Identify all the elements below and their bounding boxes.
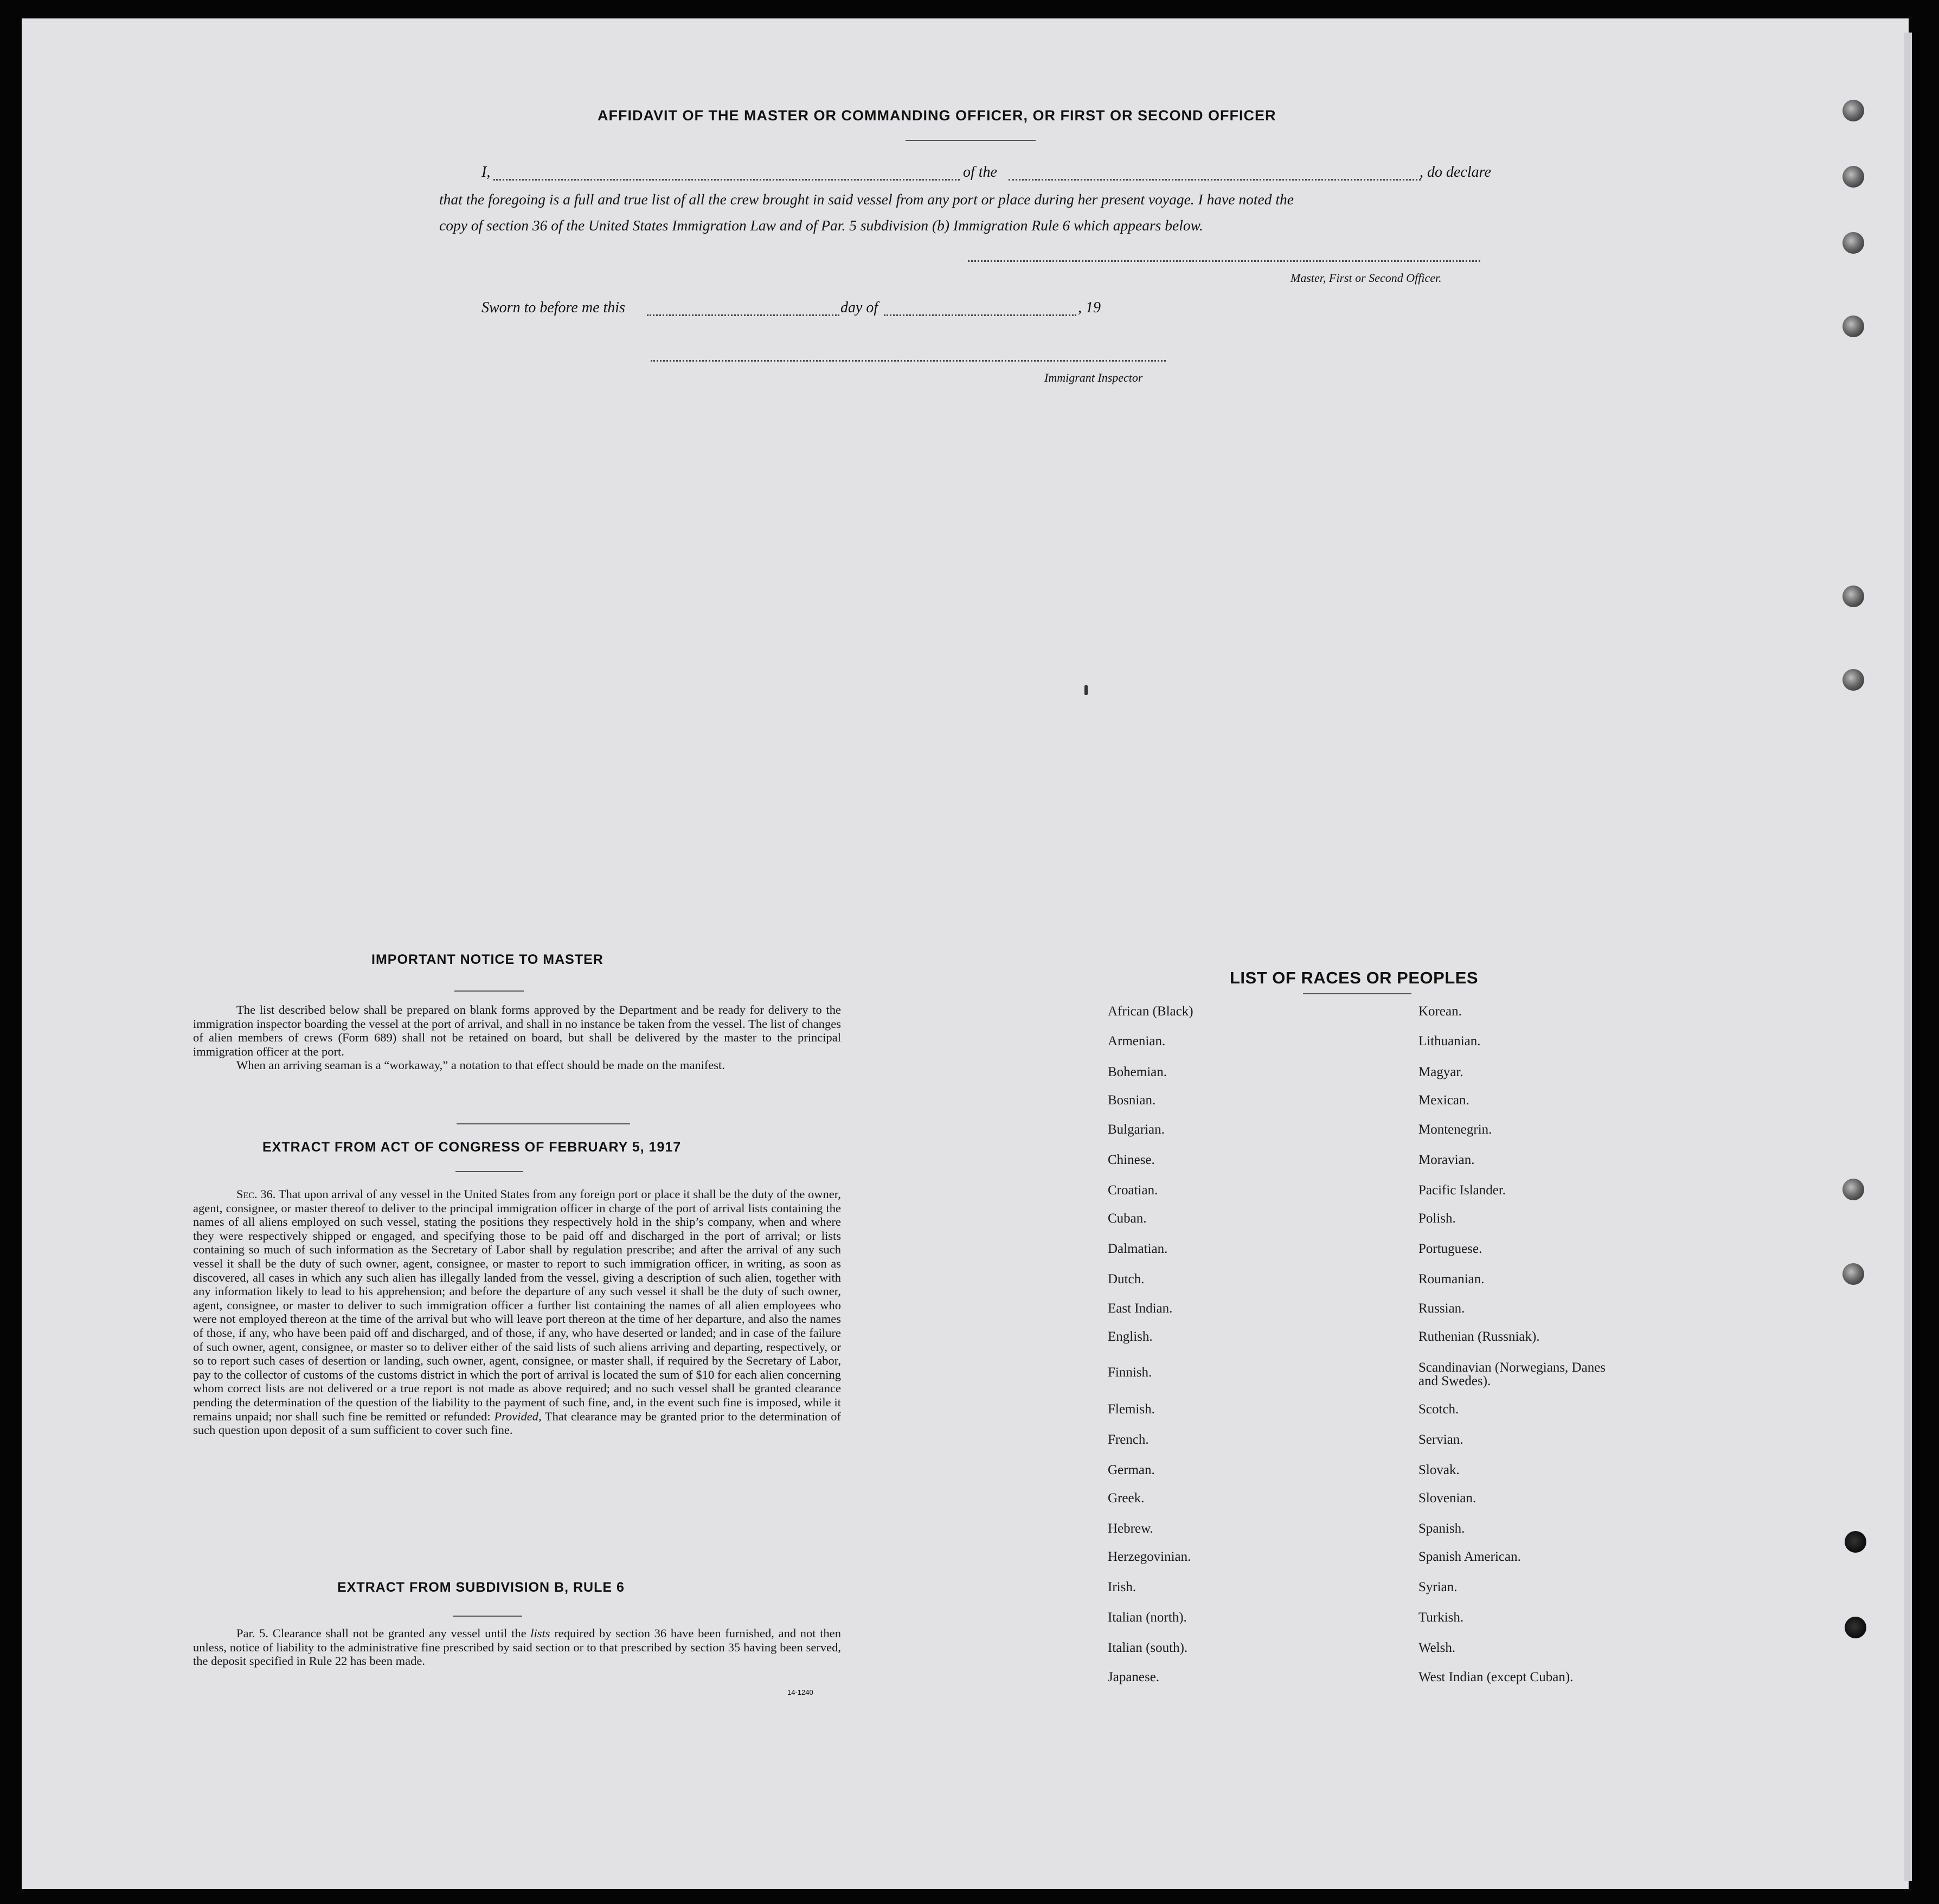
act-body — [193, 1187, 841, 1437]
affidavit-line1-prefix: I, — [481, 164, 491, 181]
race-right-item: Roumanian. — [1418, 1272, 1485, 1287]
page-edge — [1904, 33, 1912, 1881]
notice-body — [193, 1003, 841, 1072]
race-left-item: French. — [1108, 1432, 1149, 1447]
race-right-item: Spanish. — [1418, 1521, 1465, 1536]
sworn-line — [481, 299, 1186, 321]
race-left-item: Chinese. — [1108, 1153, 1155, 1167]
punch-hole — [1842, 586, 1864, 607]
master-signature-field[interactable] — [968, 260, 1480, 262]
vessel-name-field[interactable] — [1009, 179, 1421, 181]
race-left-item: Greek. — [1108, 1491, 1145, 1506]
affidavit-title: AFFIDAVIT OF THE MASTER OR COMMANDING OFFICER, OR FIRST OR SECOND OFFICER — [598, 107, 1276, 124]
punch-hole — [1842, 316, 1864, 337]
act-title-rule — [455, 1171, 523, 1172]
notice-title-rule — [454, 990, 524, 992]
race-right-item: Polish. — [1418, 1211, 1456, 1226]
act-provided: Provided, — [494, 1409, 542, 1423]
affidavit-line2: that the foregoing is a full and true list of all the crew brought in said vessel from any port or place during her present voyage. I have noted the — [439, 191, 1294, 208]
race-right-item: Slovenian. — [1418, 1491, 1476, 1506]
race-right-item: Korean. — [1418, 1004, 1462, 1019]
race-left-item: Herzegovinian. — [1108, 1549, 1191, 1564]
race-left-item: Bulgarian. — [1108, 1122, 1165, 1137]
document-page — [22, 18, 1909, 1889]
notice-divider — [457, 1123, 630, 1124]
race-right-item: Russian. — [1418, 1301, 1465, 1316]
race-right-item: Lithuanian. — [1418, 1034, 1481, 1049]
race-left-item: Bohemian. — [1108, 1065, 1167, 1079]
notice-para1: The list described below shall be prepared on blank forms approved by the Department and be ready for delivery to the immigration inspector boarding the vessel at the port of arrival, and shall in no instance be taken from the vessel. The list of changes of alien members of crews (Form 689) shall not be retained on board, but shall be delivered by the master to the principal immigration officer at the port. — [193, 1003, 841, 1058]
punch-hole — [1842, 1179, 1864, 1200]
rule-text-b: required by section 36 have been furnished, and not then unless, notice of liability to the administrative fine prescribed by said section or to that prescribed by section 35 having been served, the deposit specified in Rule 22 has been made. — [193, 1626, 842, 1668]
form-number: 14-1240 — [787, 1688, 813, 1696]
affidavit-line1-suffix: , do declare — [1420, 164, 1491, 181]
race-right-item: Syrian. — [1418, 1580, 1458, 1594]
race-left-item: English. — [1108, 1329, 1153, 1344]
race-right-item: Scandinavian (Norwegians, Danes and Swedes). — [1418, 1360, 1606, 1388]
race-left-item: African (Black) — [1108, 1004, 1193, 1019]
race-right-item: Slovak. — [1418, 1463, 1460, 1477]
punch-hole — [1842, 100, 1864, 121]
race-right-item: Moravian. — [1418, 1153, 1475, 1167]
sworn-day-field[interactable] — [647, 314, 839, 316]
master-signature-label: Master, First or Second Officer. — [1290, 271, 1442, 285]
punch-hole — [1842, 166, 1864, 188]
sworn-mid: day of — [840, 299, 878, 316]
race-left-item: Japanese. — [1108, 1670, 1160, 1684]
notice-title: IMPORTANT NOTICE TO MASTER — [371, 952, 603, 967]
notice-para2: When an arriving seaman is a “workaway,” a notation to that effect should be made on the manifest. — [236, 1058, 725, 1072]
act-text-end: That clearance may be granted prior to the determination of such question upon deposit of a sum sufficient to cover such fine. — [193, 1409, 842, 1437]
races-title: LIST OF RACES OR PEOPLES — [1230, 968, 1479, 987]
rule-text-lists: lists — [530, 1626, 550, 1640]
race-left-item: Armenian. — [1108, 1034, 1166, 1049]
race-left-item: Irish. — [1108, 1580, 1137, 1594]
punch-hole — [1842, 232, 1864, 254]
punch-hole — [1845, 1617, 1866, 1638]
affidavit-line1-mid: of the — [963, 164, 997, 181]
race-right-item: West Indian (except Cuban). — [1418, 1670, 1574, 1684]
race-left-item: Italian (north). — [1108, 1610, 1187, 1625]
rule-text-a: Par. 5. Clearance shall not be granted any vessel until the — [236, 1626, 527, 1640]
rule-title-rule — [453, 1616, 522, 1617]
race-right-item: Pacific Islander. — [1418, 1183, 1506, 1198]
race-right-item: Ruthenian (Russniak). — [1418, 1329, 1540, 1344]
race-left-item: Dalmatian. — [1108, 1242, 1168, 1256]
officer-name-field[interactable] — [493, 179, 960, 181]
affidavit-line1 — [481, 164, 1512, 185]
race-left-item: German. — [1108, 1463, 1155, 1477]
rule-title: EXTRACT FROM SUBDIVISION B, RULE 6 — [337, 1580, 625, 1595]
race-left-item: Hebrew. — [1108, 1521, 1153, 1536]
race-right-item: Scotch. — [1418, 1402, 1459, 1417]
inspector-signature-field[interactable] — [651, 360, 1166, 362]
race-right-item: Portuguese. — [1418, 1242, 1482, 1256]
race-left-item: Bosnian. — [1108, 1093, 1156, 1108]
race-left-item: Cuban. — [1108, 1211, 1147, 1226]
races-title-rule — [1303, 993, 1411, 994]
race-right-item: Servian. — [1418, 1432, 1463, 1447]
punch-hole — [1842, 1263, 1864, 1285]
race-right-item: Welsh. — [1418, 1641, 1456, 1655]
act-title: EXTRACT FROM ACT OF CONGRESS OF FEBRUARY 5, 1917 — [262, 1140, 682, 1155]
act-section-label: Sec. 36. — [236, 1187, 276, 1201]
race-right-item: Montenegrin. — [1418, 1122, 1492, 1137]
race-left-item: Dutch. — [1108, 1272, 1145, 1287]
race-left-item: Finnish. — [1108, 1365, 1152, 1380]
sworn-prefix: Sworn to before me this — [481, 299, 625, 316]
race-left-item: East Indian. — [1108, 1301, 1173, 1316]
inspector-label: Immigrant Inspector — [1044, 371, 1143, 384]
race-left-item: Italian (south). — [1108, 1641, 1188, 1655]
affidavit-line3: copy of section 36 of the United States Immigration Law and of Par. 5 subdivision (b) Immigration Rule 6 which appears below. — [439, 217, 1203, 234]
race-left-item: Croatian. — [1108, 1183, 1158, 1198]
punch-hole — [1845, 1531, 1866, 1553]
stray-mark — [1084, 685, 1088, 695]
sworn-month-field[interactable] — [884, 314, 1076, 316]
rule-body — [193, 1626, 841, 1668]
race-right-item: Magyar. — [1418, 1065, 1463, 1079]
sworn-suffix: , 19 — [1078, 299, 1101, 316]
race-left-item: Flemish. — [1108, 1402, 1155, 1417]
punch-hole — [1842, 669, 1864, 691]
affidavit-title-rule — [906, 140, 1036, 141]
race-right-item: Spanish American. — [1418, 1549, 1521, 1564]
race-right-item: Mexican. — [1418, 1093, 1469, 1108]
race-right-item: Turkish. — [1418, 1610, 1464, 1625]
act-text: That upon arrival of any vessel in the United States from any foreign port or place it shall be the duty of the owner, agent, consignee, or master thereof to deliver to the principal immigration officer in charge of the port of arrival lists containing the names of all aliens employed on such vessel, stating the positions they respectively hold in the ship’s company, when and where they were respectively shipped or engaged, and specifying those to be paid off and discharged in the port of arrival; or lists containing so much of such information as the Secretary of Labor shall by regulation prescribe; and after the arrival of any such vessel it shall be the duty of such owner, agent, consignee, or master to report to such immigration officer, in writing, as soon as discovered, all cases in which any such alien has illegally landed from the vessel, giving a description of such alien, together with any information likely to lead to his apprehension; and before the departure of any such vessel it shall be the duty of such owner, agent, consignee, or master to deliver to such immigration officer a further list containing the names of all alien employees who were not employed thereon at the time of the arrival but who will leave port thereon at the time of her departure, and also the names of those, if any, who have been paid off and discharged, and of those, if any, who have deserted or landed; and in case of the failure of such owner, agent, consignee, or master so to deliver either of the said lists of such aliens arriving and departing, respectively, or so to report such cases of desertion or landing, such owner, agent, consignee, or master shall, if required by the Secretary of Labor, pay to the collector of customs of the customs district in which the port of arrival is located the sum of $10 for each alien concerning whom correct lists are not delivered or a true report is not made as above required; and no such vessel shall be granted clearance pending the determination of the question of the liability to the payment of such fine, and, in the event such fine is imposed, while it remains unpaid; nor shall such fine be remitted or refunded: — [193, 1187, 842, 1423]
